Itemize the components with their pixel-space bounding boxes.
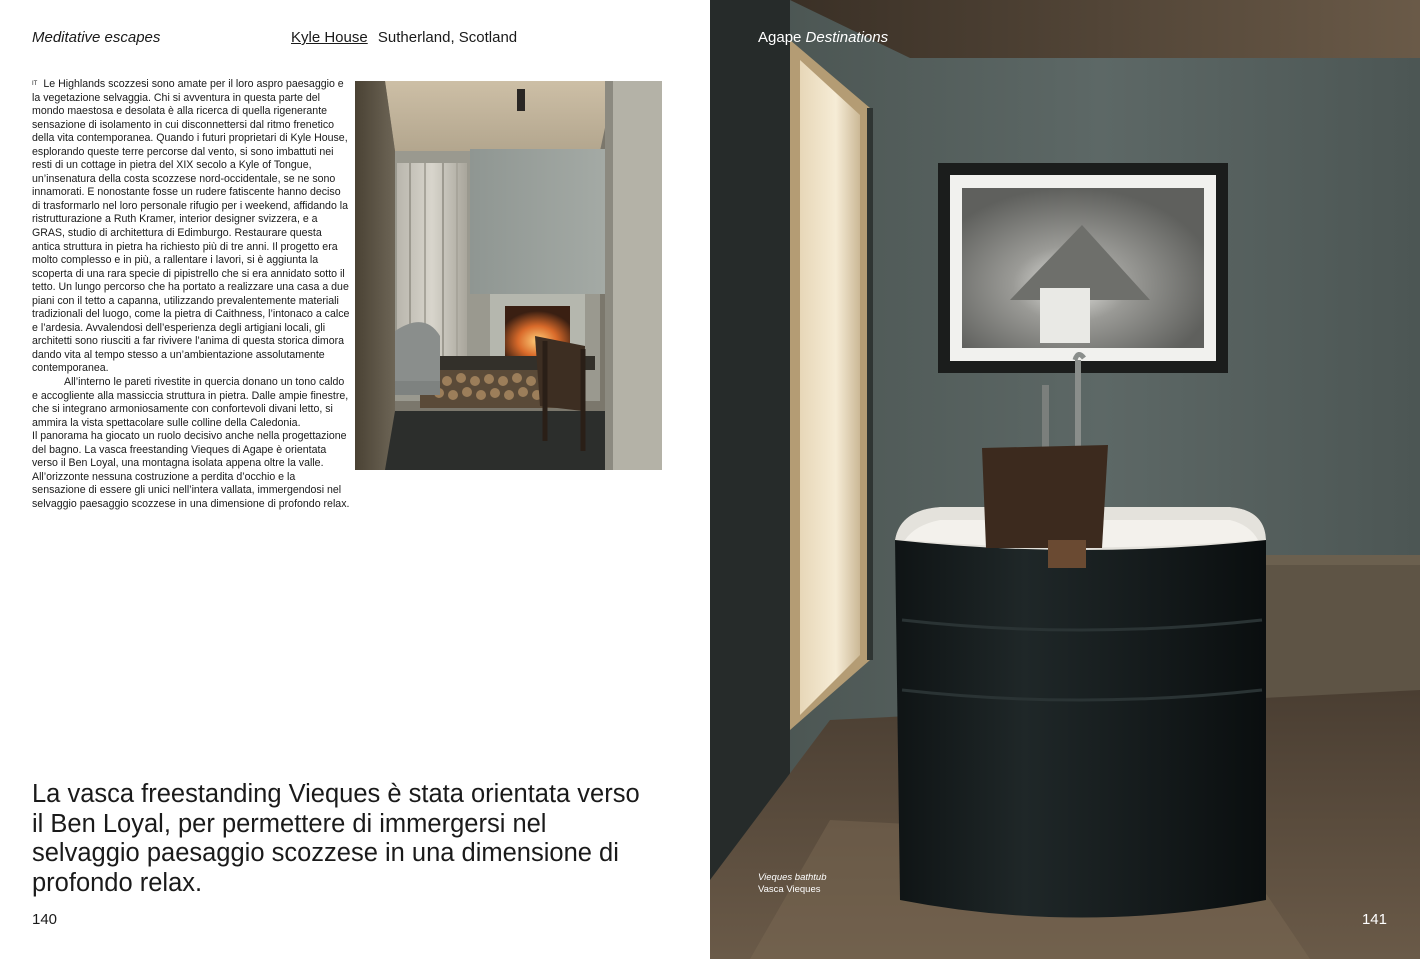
photo-caption — [758, 872, 827, 896]
brand-header — [758, 29, 888, 46]
article-body — [32, 78, 350, 512]
caption-english: Vieques bathtub — [758, 872, 827, 883]
paragraph-1-text: Le Highlands scozzesi sono amate per il loro aspro paesaggio e la vegetazione selvaggia. Chi si avventura in questa parte del mondo maestosa e desolata è alla ricerca di quella rigenerante sensazione di isolamento in cui disconnettersi dal ritmo frenetico della vita contemporanea. Quando i futuri proprietari di Kyle House, esplorando queste terre percorse dal vento, si sono imbattuti nei resti di un cottage in pietra del XIX secolo a Kyle of Tongue, un’insenatura della costa scozzese nord-occidentale, se ne sono innamorati. E nonostante fosse un rudere fatiscente hanno deciso di trasformarlo nel loro personale rifugio per i weekend, affidando la ristrutturazione a Ruth Kramer, interior designer svizzera, e a GRAS, studio di architettura di Edimburgo. Restaurare questa antica struttura in pietra ha richiesto più di tre anni. Il progetto era molto complesso e in più, a rallentare i lavori, si è aggiunta la scoperta di una rara specie di pipistrello che si era annidato sotto il tetto. Un lungo percorso che ha portato a realizzare una casa a due piani con il tetto a capanna, utilizzando prevalentemente materiali tradizionali del luogo, come la pietra di Caithness, l’intonaco a calce e l’ardesia. Avvalendosi dell’esperienza degli artigiani locali, gli architetti sono riusciti a far rivivere l’anima di questa storica dimora dando vita al tempo stesso a un’ambientazione assolutamente contemporanea. — [32, 78, 350, 375]
page-number-right: 141 — [1361, 911, 1387, 928]
project-title — [291, 29, 517, 46]
project-name[interactable]: Kyle House — [291, 29, 368, 46]
section-title: Meditative escapes — [32, 29, 161, 46]
right-page — [710, 0, 1420, 959]
page-number-left: 140 — [32, 911, 58, 928]
article-paragraph-3: Il panorama ha giocato un ruolo decisivo anche nella progettazione del bagno. La vasca freestanding Vieques di Agape è orientata verso il Ben Loyal, una montagna isolata appena oltre la valle. All’orizzonte nessuna costruzione a perdita d’occhio e la sensazione di essere gli unici nell’intera vallata, immergendosi nel selvaggio paesaggio scozzese in una dimensione di profondo relax. — [32, 430, 350, 510]
bathroom-photo — [710, 0, 1420, 959]
language-tag: IT — [32, 81, 38, 87]
living-room-photo — [355, 81, 662, 470]
brand-section: Destinations — [805, 29, 889, 46]
project-location: Sutherland, Scotland — [377, 29, 518, 46]
article-paragraph-1 — [32, 78, 350, 376]
pull-quote: La vasca freestanding Vieques è stata orientata verso il Ben Loyal, per permettere di immergersi nel selvaggio paesaggio scozzese in una dimensione di profondo relax. — [32, 780, 640, 897]
article-paragraph-2: All’interno le pareti rivestite in quercia donano un tono caldo e accogliente alla massiccia struttura in pietra. Dalle ampie finestre, che si integrano armoniosamente con confortevoli divani letto, si ammira la vista spettacolare sulle colline della Caledonia. — [32, 376, 349, 429]
brand-name: Agape — [758, 29, 802, 46]
caption-italian: Vasca Vieques — [758, 884, 821, 895]
